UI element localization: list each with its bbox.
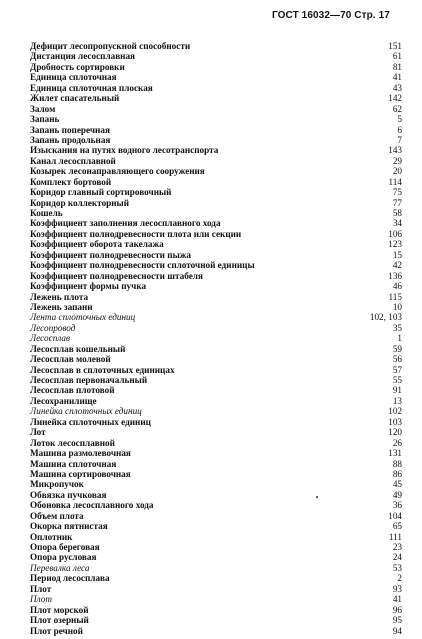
index-term: Козырек лесонаправляющего сооружения [30, 166, 205, 177]
index-page-number: 77 [392, 197, 402, 208]
index-term: Лесохранилище [30, 395, 97, 406]
index-entry [30, 469, 402, 479]
index-term: Дефицит лесопропускной способности [30, 41, 191, 51]
index-entry [30, 312, 402, 322]
index-entry [30, 500, 402, 510]
index-entry [30, 104, 402, 114]
index-page-number: 96 [392, 604, 402, 615]
index-term: Плот [30, 594, 52, 605]
index-term: Лесосплав кошельный [30, 343, 126, 354]
index-entry [30, 417, 402, 427]
index-page-number: 123 [388, 239, 402, 250]
index-entry [30, 584, 402, 594]
index-term: Линейка сплоточных единиц [30, 416, 151, 427]
index-term: Лесосплав первоначальный [30, 375, 148, 385]
index-term: Обоновка лесосплавного хода [30, 500, 154, 511]
index-term: Машина сплоточная [30, 458, 117, 469]
index-entry [30, 229, 402, 239]
index-entry [30, 521, 402, 531]
index-term: Изыскания на путях водного лесотранспорта [30, 145, 219, 156]
index-entry [30, 511, 402, 521]
index-entry [30, 573, 402, 583]
index-page-number: 42 [392, 260, 402, 271]
index-page-number: 49 [392, 489, 402, 500]
index-term: Коэффициент формы пучка [30, 281, 147, 292]
index-page-number: 23 [392, 542, 402, 552]
index-page-number: 151 [388, 41, 402, 51]
index-entry [30, 448, 402, 458]
index-page-number: 91 [392, 385, 402, 396]
index-entry [30, 166, 402, 176]
index-page-number: 13 [392, 395, 402, 406]
index-page-number: 7 [397, 134, 402, 145]
index-term: Линейка сплоточных единиц [30, 406, 142, 417]
index-page-number: 93 [392, 583, 402, 594]
index-page-number: 120 [388, 427, 402, 438]
index-term: Плот морской [30, 604, 89, 615]
index-entry [30, 459, 402, 469]
index-page-number: 45 [392, 479, 402, 490]
index-page-number: 6 [397, 124, 402, 135]
index-term: Лесосплав молевой [30, 354, 111, 365]
index-page-number: 95 [392, 615, 402, 626]
index-term: Лесосплав в сплоточных единицах [30, 364, 175, 375]
index-term: Лот [30, 427, 46, 438]
index-entry [30, 239, 402, 249]
index-entry [30, 72, 402, 82]
index-term: Коридор коллекторный [30, 197, 130, 208]
index-page-number: 1 [397, 333, 402, 344]
index-entry [30, 177, 402, 187]
index-page-number: 75 [392, 187, 402, 198]
index-page-number: 111 [388, 531, 402, 542]
index-entry [30, 93, 402, 103]
index-term: Запань продольная [30, 134, 111, 145]
index-term: Запань [30, 114, 60, 125]
index-entry [30, 365, 402, 375]
index-page-number: 56 [392, 354, 402, 365]
index-entry [30, 41, 402, 51]
index-page-number: 46 [392, 281, 402, 292]
index-term: Комплект бортовой [30, 176, 112, 187]
index-entry [30, 135, 402, 145]
index-page-number: 131 [388, 448, 402, 459]
index-entry [30, 83, 402, 93]
index-entry [30, 552, 402, 562]
index-page-number: 35 [392, 322, 402, 333]
index-term: Запань поперечная [30, 124, 110, 135]
index-entry [30, 198, 402, 208]
index-page-number: 41 [392, 594, 402, 605]
index-page-number: 15 [392, 249, 402, 260]
index-term: Машина размолевочная [30, 448, 131, 459]
index-page-number: 102, 103 [369, 312, 402, 323]
index-entry [30, 302, 402, 312]
index-term: Залом [30, 103, 56, 114]
index-page-number: 36 [392, 500, 402, 511]
index-entry [30, 542, 402, 552]
index-page-number: 5 [397, 114, 402, 125]
index-entry [30, 187, 402, 197]
index-term: Период лесосплава [30, 573, 110, 584]
index-page-number: 136 [388, 270, 402, 281]
index-entry [30, 145, 402, 155]
index-page-number: 26 [392, 437, 402, 448]
index-entry [30, 208, 402, 218]
index-entry [30, 333, 402, 343]
index-entry [30, 156, 402, 166]
page-header: ГОСТ 16032—70 Стр. 17 [272, 10, 390, 21]
index-entry [30, 427, 402, 437]
index-page-number: 142 [388, 93, 402, 104]
index-page-number: 20 [392, 166, 402, 177]
index-page-number: 81 [392, 61, 402, 72]
index-term: Окорка пятнистая [30, 521, 108, 532]
index-term: Опора береговая [30, 542, 100, 552]
index-entry [30, 563, 402, 573]
index-entry [30, 250, 402, 260]
index-entry [30, 626, 402, 636]
index-term: Единица сплоточная [30, 72, 117, 83]
index-page-number: 53 [392, 562, 402, 573]
index-page-number: 106 [388, 228, 402, 239]
index-entry [30, 125, 402, 135]
index-entry [30, 532, 402, 542]
index-entry [30, 51, 402, 61]
index-page-number: 88 [392, 458, 402, 469]
index-term: Единица сплоточная плоская [30, 82, 153, 93]
index-page-number: 103 [388, 416, 402, 427]
index-page-number: 59 [392, 343, 402, 354]
index-entry [30, 594, 402, 604]
index-entry [30, 605, 402, 615]
index-page-number: 43 [392, 82, 402, 93]
index-term: Плот речной [30, 625, 83, 636]
index-page-number: 57 [392, 364, 402, 375]
index-page-number: 94 [392, 625, 402, 636]
index-term: Объем плота [30, 510, 84, 521]
index-entry [30, 615, 402, 625]
index-entry [30, 271, 402, 281]
index-entry [30, 218, 402, 228]
index-entry [30, 438, 402, 448]
index-page-number: 62 [392, 103, 402, 114]
index-term: Лежень запани [30, 301, 93, 312]
index-page-number: 61 [392, 51, 402, 62]
index-page-number: 102 [388, 406, 402, 417]
index-page-number: 115 [388, 291, 402, 302]
index-entry [30, 344, 402, 354]
index-entry [30, 375, 402, 385]
index-page-number: 2 [397, 573, 402, 584]
index-entry [30, 490, 402, 500]
index-entry [30, 62, 402, 72]
index-entry [30, 323, 402, 333]
index-term: Коэффициент полнодревесности плота или секции [30, 228, 242, 239]
index-term: Машина сортировочная [30, 468, 131, 479]
index-entry [30, 354, 402, 364]
index-term: Микропучок [30, 479, 84, 490]
index-page-number: 86 [392, 468, 402, 479]
index-entry [30, 260, 402, 270]
index-term: Коэффициент полнодревесности сплоточной единицы [30, 260, 255, 271]
index-term: Дробность сортировки [30, 61, 125, 72]
index-entry [30, 396, 402, 406]
index-page-number: 55 [392, 375, 402, 385]
index-page-number: 29 [392, 155, 402, 166]
index-page-number: 10 [392, 301, 402, 312]
index-term: Перевалка леса [30, 562, 90, 573]
index-page-number: 65 [392, 521, 402, 532]
index-page-number: 34 [392, 218, 402, 229]
index-entry [30, 292, 402, 302]
index-entry [30, 281, 402, 291]
index-page-number: 41 [392, 72, 402, 83]
term-index-list [30, 41, 402, 636]
index-term: Лесосплав [30, 333, 70, 344]
index-term: Обвязка пучковая [30, 489, 107, 500]
index-page-number: 104 [388, 510, 402, 521]
index-term: Плот озерный [30, 615, 89, 626]
index-term: Плот [30, 583, 52, 594]
index-entry [30, 114, 402, 124]
index-term: Коэффициент заполнения лесосплавного хода [30, 218, 221, 229]
index-term: Опора русловая [30, 552, 97, 563]
index-term: Лесопровод [30, 322, 76, 333]
index-term: Оплотник [30, 531, 73, 542]
index-page-number: 143 [388, 145, 402, 156]
index-term: Кошель [30, 208, 63, 218]
index-page-number: 114 [388, 176, 402, 187]
index-term: Жилет спасательный [30, 93, 120, 104]
index-term: Лоток лесосплавной [30, 437, 115, 448]
index-entry [30, 385, 402, 395]
print-speck [316, 496, 318, 498]
index-term: Лесосплав плотовой [30, 385, 115, 396]
index-term: Коэффициент оборота такелажа [30, 239, 164, 250]
index-entry [30, 406, 402, 416]
index-term: Канал лесосплавной [30, 155, 116, 166]
index-page-number: 58 [392, 208, 402, 218]
index-page-number: 24 [392, 552, 402, 563]
index-term: Лежень плота [30, 291, 89, 302]
index-term: Дистанция лесосплавная [30, 51, 136, 62]
index-term: Коридор главный сортировочный [30, 187, 172, 198]
index-entry [30, 479, 402, 489]
index-term: Лента сплоточных единиц [30, 312, 136, 323]
index-term: Коэффициент полнодревесности штабеля [30, 270, 203, 281]
index-term: Коэффициент полнодревесности пыжа [30, 249, 192, 260]
